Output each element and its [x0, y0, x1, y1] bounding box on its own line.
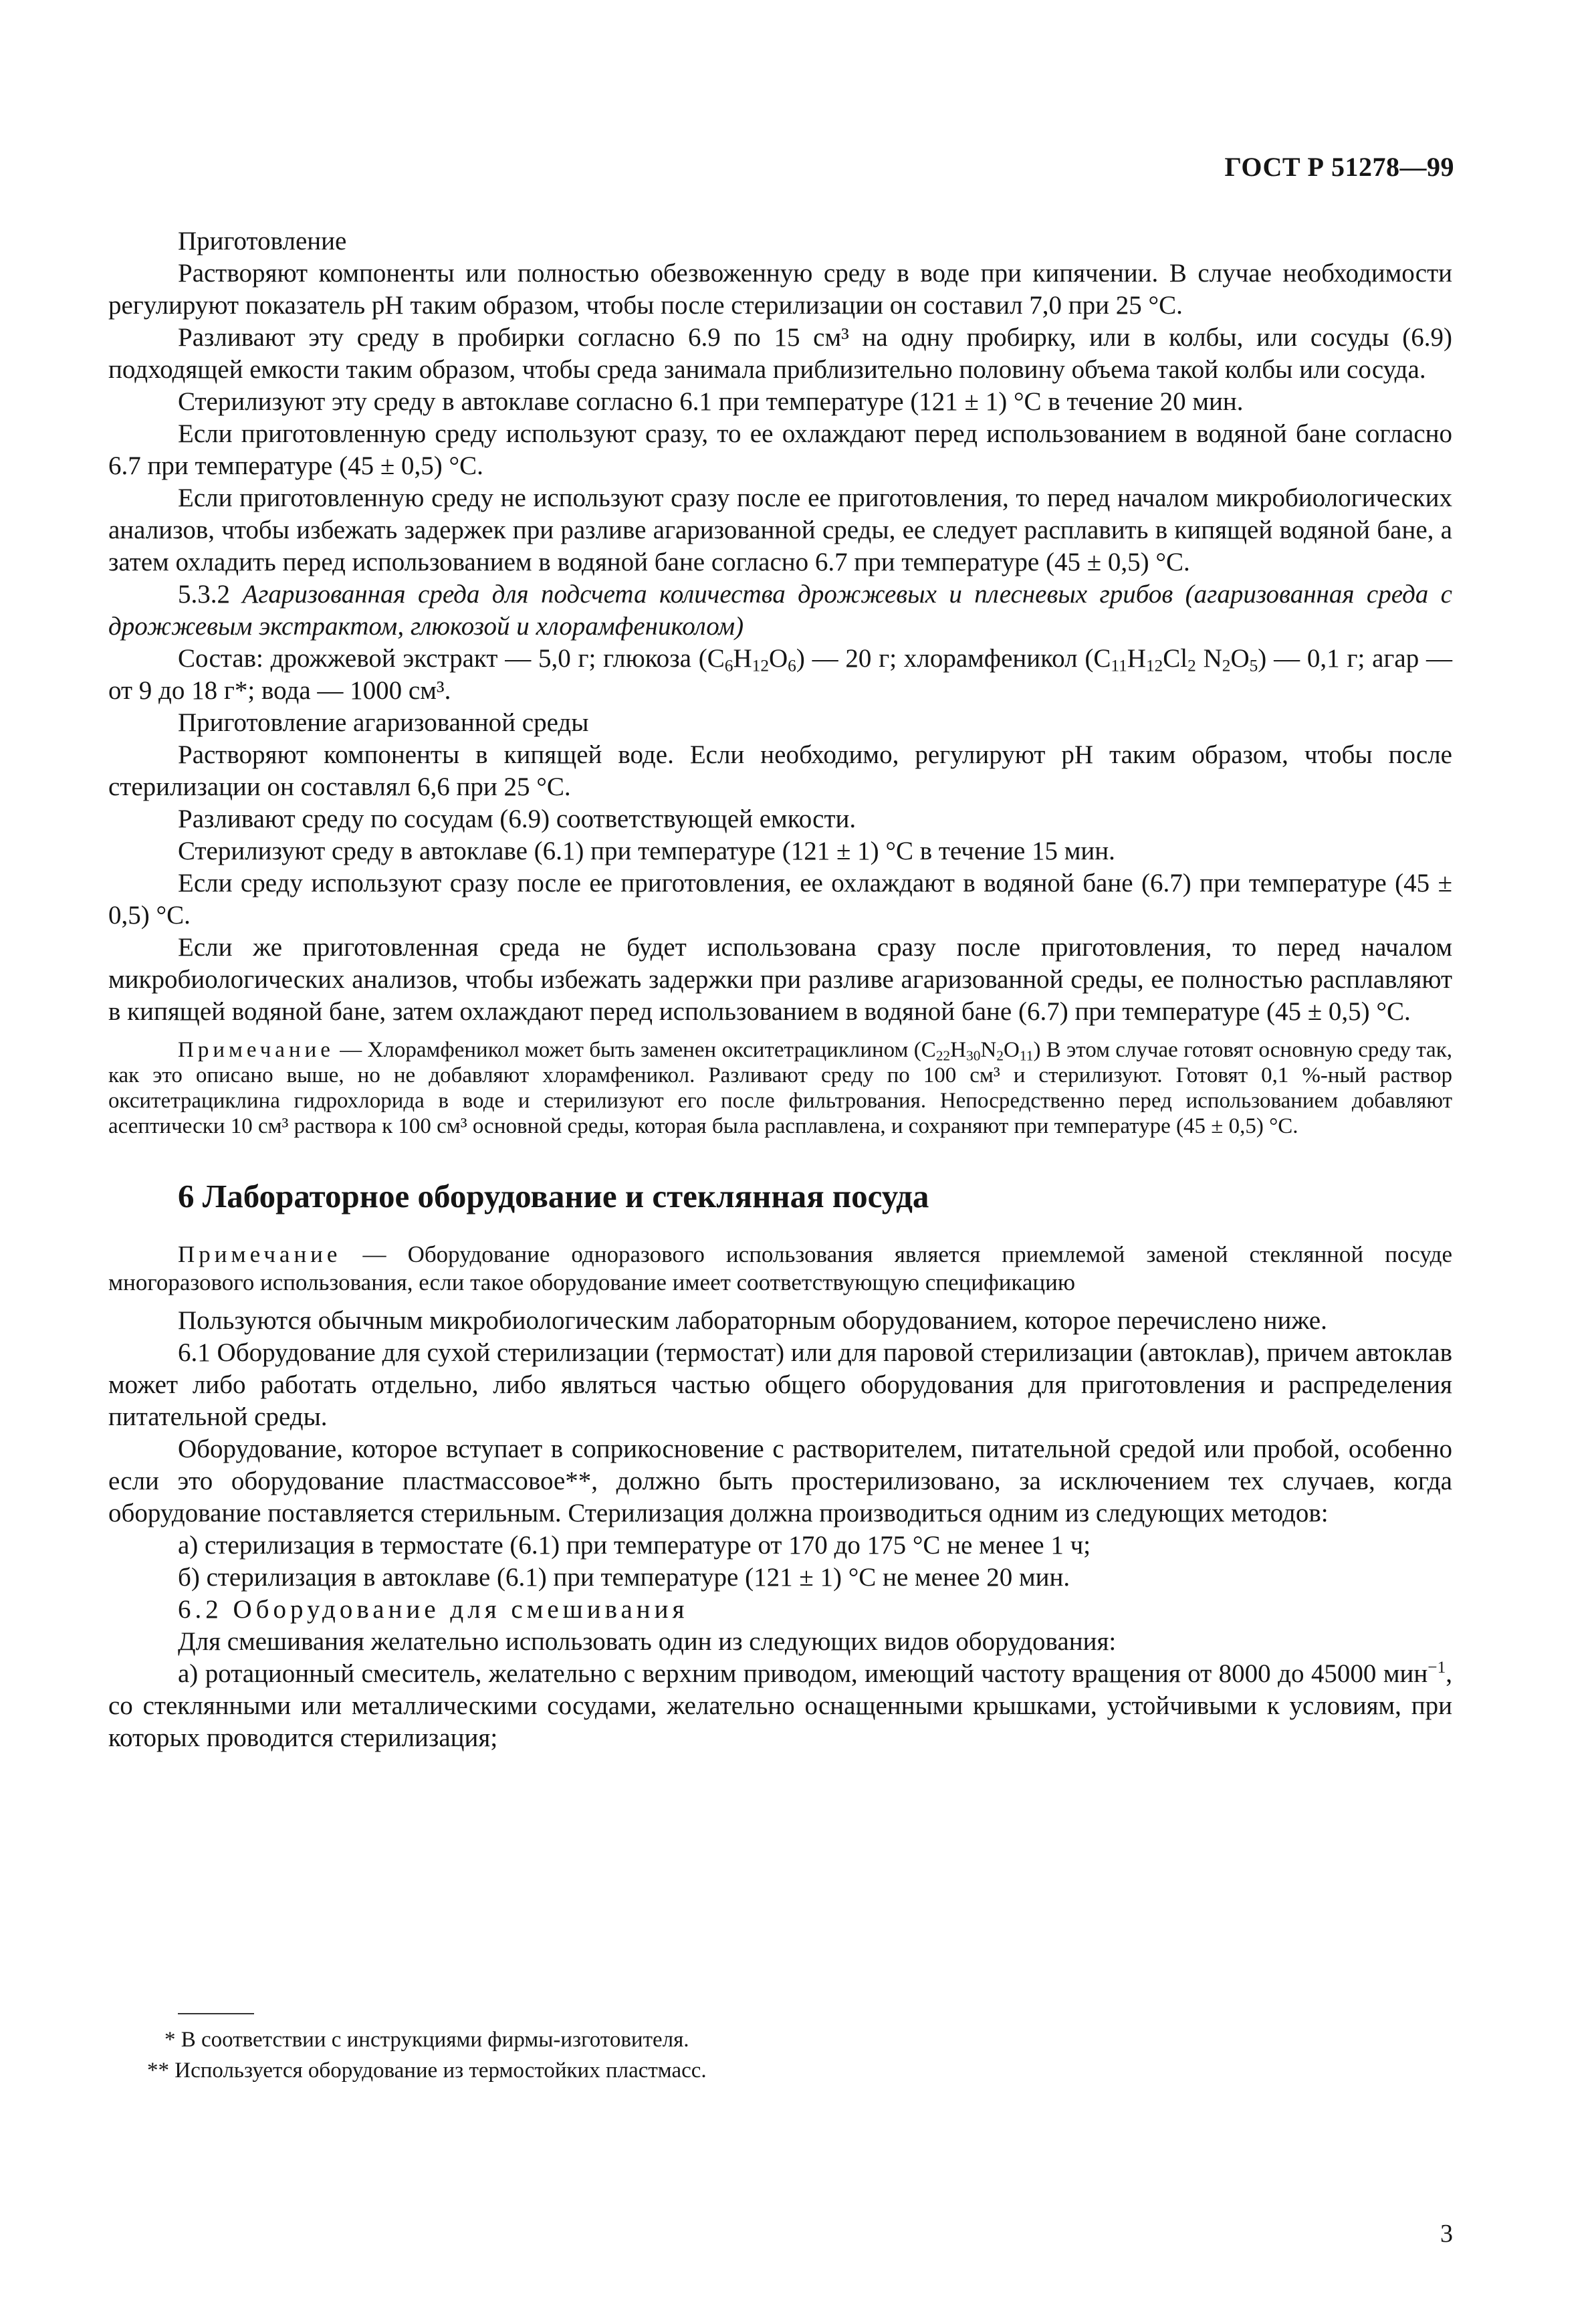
- paragraph: Растворяют компоненты в кипящей воде. Если необходимо, регулируют pH таким образом, чтобы после стерилизации он составлял 6,6 при 25 °С.: [108, 740, 1452, 801]
- composition-paragraph: Состав: дрожжевой экстракт — 5,0 г; глюкоза $(C_6H_{12}O_6)$ — 20 г; хлорамфеникол ($C_{11}H_{12}Cl_2$ $N_2O_5$) — 0,1 г; агар — от 9 до 18 г*; вода — 1000 см³.: [108, 644, 1452, 705]
- paragraph: Приготовление агаризованной среды: [178, 708, 589, 737]
- paragraph: Разливают эту среду в пробирки согласно 6.9 по 15 см³ на одну пробирку, или в колбы, или сосуды (6.9) подходящей емкости таким образом, чтобы среда занимала приблизительно половину объема такой колбы или сосуда.: [108, 323, 1452, 384]
- list-item: а) стерилизация в термостате (6.1) при температуре от 170 до 175 °С не менее 1 ч;: [178, 1531, 1091, 1560]
- paragraph: Если же приготовленная среда не будет использована сразу после приготовления, то перед началом микробиологических анализов, чтобы избежать задержки при разливе агаризованной среды, ее полностью расплавляют в кипящей водяной бане, затем охлаждают перед использованием в водяной бане (6.7) при температуре (45 ± 0,5) °С.: [108, 933, 1452, 1026]
- note: Примечание — Оборудование одноразового использования является приемлемой заменой стеклянной посуде многоразового использования, если такое оборудование имеет соответствующую спецификацию: [108, 1241, 1453, 1295]
- paragraph: Стерилизуют среду в автоклаве (6.1) при температуре (121 ± 1) °С в течение 15 мин.: [178, 837, 1115, 865]
- page-number: 3: [1440, 2220, 1453, 2248]
- document-body: [108, 225, 1452, 1754]
- paragraph: Приготовление: [178, 227, 347, 255]
- paragraph: Если приготовленную среду не используют сразу после ее приготовления, то перед началом микробиологических анализов, чтобы избежать задержек при разливе агаризованной среды, ее следует расплавить в кипящей водяной бане, а затем охладить перед использованием в водяной бане согласно 6.7 при температуре (45 ± 0,5) °С.: [108, 484, 1452, 576]
- paragraph: Стерилизуют эту среду в автоклаве согласно 6.1 при температуре (121 ± 1) °С в течение 20 мин.: [178, 387, 1244, 416]
- note: Примечание — Хлорамфеникол может быть заменен окситетрациклином $(C_{22}H_{30}N_2O_{11})$ В этом случае готовят основную среду так, как это описано выше, но не добавляют хлорамфеникол. Разливают среду по 100 см³ и стерилизуют. Готовят 0,1 %-ный раствор окситетрациклина гидрохлорида в воде и стерилизуют его после фильтрования. Непосредственно перед использованием добавляют асептически 10 см³ раствора к 100 см³ основной среды, которая была расплавлена, и сохраняют при температуре (45 ± 0,5) °С.: [108, 1038, 1452, 1138]
- paragraph: Растворяют компоненты или полностью обезвоженную среду в воде при кипячении. В случае необходимости регулируют показатель pH таким образом, чтобы после стерилизации он составил 7,0 при 25 °С.: [108, 259, 1452, 320]
- note-label: Примечание: [178, 1038, 334, 1062]
- footnote: ** Используется оборудование из термостойких пластмасс.: [147, 2059, 707, 2083]
- subsection-heading: 6.2 Оборудование для смешивания: [178, 1595, 689, 1624]
- paragraph: Разливают среду по сосудам (6.9) соответствующей емкости.: [178, 805, 857, 833]
- list-item: а) ротационный смеситель, желательно с верхним приводом, имеющий частоту вращения от 8000 до 45000 мин$^{-1}$, со стеклянными или металлическими сосудами, желательно оснащенными крышками, устойчивыми к условиям, при которых проводится стерилизация;: [108, 1658, 1452, 1752]
- paragraph: Если среду используют сразу после ее приготовления, ее охлаждают в водяной бане (6.7) при температуре (45 ± 0,5) °С.: [108, 869, 1452, 930]
- subsection-title: Агаризованная среда для подсчета количества дрожжевых и плесневых грибов (агаризованная среда с дрожжевым экстрактом, глюкозой и хлорамфениколом): [108, 580, 1452, 641]
- list-item: б) стерилизация в автоклаве (6.1) при температуре (121 ± 1) °С не менее 20 мин.: [178, 1563, 1070, 1592]
- footnote: * В соответствии с инструкциями фирмы-изготовителя.: [164, 2028, 689, 2052]
- footnote-divider: [178, 2013, 254, 2014]
- subsection-heading: [108, 578, 1452, 643]
- note-label: Примечание: [178, 1241, 342, 1267]
- paragraph: 6.1 Оборудование для сухой стерилизации (термостат) или для паровой стерилизации (автоклав), причем автоклав может либо работать отдельно, либо являться частью общего оборудования для приготовления и распределения питательной среды.: [108, 1338, 1452, 1431]
- paragraph: Если приготовленную среду используют сразу, то ее охлаждают перед использованием в водяной бане согласно 6.7 при температуре (45 ± 0,5) °С.: [108, 419, 1452, 480]
- document-header: ГОСТ Р 51278—99: [1224, 152, 1454, 182]
- subsection-number: 5.3.2: [178, 580, 230, 609]
- section-title: 6 Лабораторное оборудование и стеклянная посуда: [178, 1178, 929, 1215]
- paragraph: Для смешивания желательно использовать один из следующих видов оборудования:: [178, 1627, 1117, 1656]
- paragraph: Оборудование, которое вступает в соприкосновение с растворителем, питательной средой или пробой, особенно если это оборудование пластмассовое**, должно быть простерилизовано, за исключением тех случаев, когда оборудование поставляется стерильным. Стерилизация должна производиться одним из следующих методов:: [108, 1435, 1452, 1527]
- paragraph: Пользуются обычным микробиологическим лабораторным оборудованием, которое перечислено ниже.: [178, 1306, 1327, 1335]
- footnotes: [147, 2024, 1351, 2086]
